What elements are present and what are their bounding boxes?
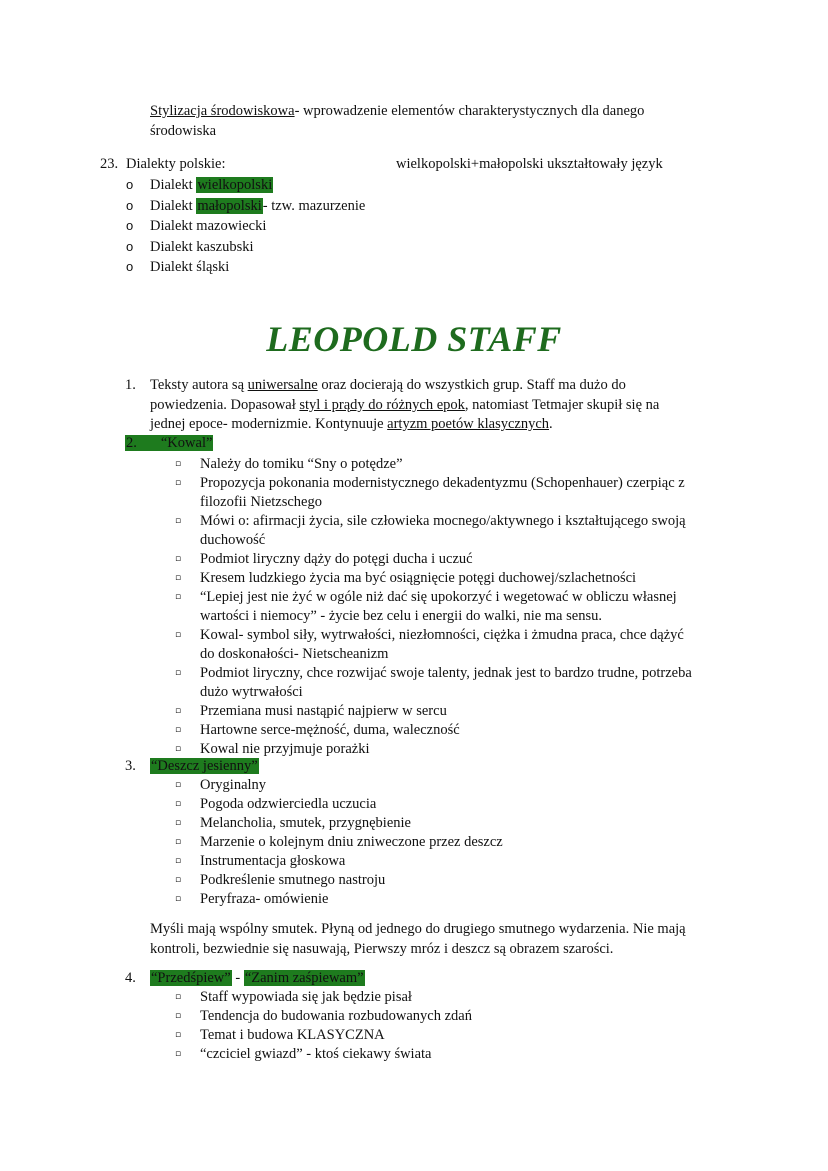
s1-underlined: artyzm poetów klasycznych: [387, 416, 550, 432]
przedspiew-item: Temat i budowa KLASYCZNA: [200, 1027, 385, 1043]
deszcz-item: Marzenie o kolejnym dniu zniweczone przez deszcz: [200, 834, 503, 850]
s1-underlined: uniwersalne: [247, 377, 318, 393]
s1-line-3: [150, 414, 553, 434]
circle-bullet-icon: o: [126, 198, 134, 213]
s1-line-1: [150, 375, 626, 395]
s1-text: jednej epoce- modernizmie. Kontynuuje: [150, 416, 388, 432]
kowal-item-line: Przemiana musi nastąpić najpierw w sercu: [200, 703, 447, 719]
circle-bullet-icon: o: [126, 218, 134, 233]
przedspiew-item: Tendencja do budowania rozbudowanych zdań: [200, 1008, 472, 1024]
square-bullet-icon: ▫: [175, 516, 182, 526]
deszcz-item: Podkreślenie smutnego nastroju: [200, 872, 386, 888]
square-bullet-icon: ▫: [175, 554, 182, 564]
s4-title-2: “Zanim zaśpiewam”: [244, 970, 364, 986]
square-bullet-icon: ▫: [175, 706, 182, 716]
s4-heading: [150, 968, 365, 988]
square-bullet-icon: ▫: [175, 837, 182, 847]
dialect-prefix: Dialekt mazowiecki: [150, 218, 267, 234]
dialect-item: [150, 216, 266, 236]
deszcz-item: Oryginalny: [200, 777, 267, 793]
square-bullet-icon: ▫: [175, 856, 182, 866]
s1-text: , natomiast Tetmajer skupił się na: [464, 397, 660, 413]
dialect-prefix: Dialekt: [150, 198, 197, 214]
s3-heading: [150, 756, 259, 776]
przedspiew-item: Staff wypowiada się jak będzie pisał: [200, 989, 412, 1005]
s2-number: 2.: [125, 435, 141, 451]
s1-text: oraz docierają do wszystkich grup. Staff ma dużo do: [317, 377, 626, 393]
s1-text: Teksty autora są: [150, 377, 248, 393]
deszcz-item: Pogoda odzwierciedla uczucia: [200, 796, 377, 812]
s1-text: powiedzenia. Dopasował: [150, 397, 300, 413]
circle-bullet-icon: o: [126, 177, 134, 192]
s4-separator: -: [231, 970, 244, 986]
dialect-item: [150, 237, 254, 257]
kowal-item-line: filozofii Nietzschego: [200, 494, 322, 510]
intro-line-2: środowiska: [150, 123, 217, 139]
s4-title-1: “Przedśpiew”: [151, 970, 231, 986]
dialect-highlight: małopolski: [197, 198, 262, 214]
dialect-prefix: Dialekt: [150, 177, 197, 193]
kowal-item-line: Kowal- symbol siły, wytrwałości, niezłomności, ciężka i żmudna praca, chce dążyć: [200, 627, 684, 643]
s2-title: “Kowal”: [141, 435, 214, 451]
square-bullet-icon: ▫: [175, 992, 182, 1002]
square-bullet-icon: ▫: [175, 875, 182, 885]
square-bullet-icon: ▫: [175, 780, 182, 790]
kowal-item-line: Należy do tomiku “Sny o potędze”: [200, 456, 403, 472]
square-bullet-icon: ▫: [175, 1011, 182, 1021]
kowal-item-line: Propozycja pokonania modernistycznego dekadentyzmu (Schopenhauer) czerpiąc z: [200, 475, 685, 491]
s1-underlined: styl i prądy do różnych epok: [299, 397, 465, 413]
kowal-item-line: Podmiot liryczny dąży do potęgi ducha i uczuć: [200, 551, 473, 567]
kowal-item-line: Podmiot liryczny, chce rozwijać swoje talenty, jednak jest to bardzo trudne, potrzeba: [200, 665, 692, 681]
intro-rest: - wprowadzenie elementów charakterystycznych dla danego: [294, 103, 645, 119]
dialects-note: wielkopolski+małopolski ukształtowały język: [396, 156, 663, 172]
kowal-item-line: “Lepiej jest nie żyć w ogóle niż dać się upokorzyć i wegetować w obliczu własnej: [200, 589, 677, 605]
square-bullet-icon: ▫: [175, 725, 182, 735]
square-bullet-icon: ▫: [175, 668, 182, 678]
square-bullet-icon: ▫: [175, 630, 182, 640]
square-bullet-icon: ▫: [175, 459, 182, 469]
kowal-item-line: do doskonałości- Nietscheanizm: [200, 646, 389, 662]
square-bullet-icon: ▫: [175, 592, 182, 602]
dialects-number: 23.: [100, 156, 119, 172]
kowal-item-line: dużo wytrwałości: [200, 684, 303, 700]
kowal-item-line: duchowość: [200, 532, 266, 548]
kowal-item-line: wartości i niemocy” - życie bez celu i energii do walki, nie ma sensu.: [200, 608, 602, 624]
s2-heading: [125, 433, 213, 453]
kowal-item-line: Hartowne serce-mężność, duma, waleczność: [200, 722, 460, 738]
deszcz-item: Peryfraza- omówienie: [200, 891, 329, 907]
s1-text: .: [549, 416, 553, 432]
kowal-item-line: Kresem ludzkiego życia ma być osiągnięcie potęgi duchowej/szlachetności: [200, 570, 637, 586]
dialect-highlight: wielkopolski: [197, 177, 273, 193]
deszcz-item: Melancholia, smutek, przygnębienie: [200, 815, 411, 831]
dialect-suffix: - tzw. mazurzenie: [262, 198, 366, 214]
square-bullet-icon: ▫: [175, 1049, 182, 1059]
circle-bullet-icon: o: [126, 239, 134, 254]
square-bullet-icon: ▫: [175, 894, 182, 904]
dialect-item: [150, 257, 229, 277]
kowal-item-line: Kowal nie przyjmuje porażki: [200, 741, 370, 757]
dialect-item: [150, 175, 273, 195]
dialect-prefix: Dialekt śląski: [150, 259, 230, 275]
kowal-item-line: Mówi o: afirmacji życia, sile człowieka mocnego/aktywnego i kształtującego swoją: [200, 513, 686, 529]
page-title: LEOPOLD STAFF: [266, 319, 562, 359]
deszcz-item: Instrumentacja głoskowa: [200, 853, 346, 869]
s1-line-2: [150, 395, 659, 415]
intro-term: Stylizacja środowiskowa: [150, 103, 295, 119]
s3-para-line-2: kontroli, bezwiednie się nasuwają, Pierwszy mróz i deszcz są obrazem szarości.: [150, 941, 614, 957]
dialect-prefix: Dialekt kaszubski: [150, 239, 254, 255]
square-bullet-icon: ▫: [175, 799, 182, 809]
square-bullet-icon: ▫: [175, 744, 182, 754]
s3-title: “Deszcz jesienny”: [151, 758, 258, 774]
s4-number: 4.: [125, 970, 136, 986]
s3-number: 3.: [125, 758, 136, 774]
s1-number: 1.: [125, 377, 136, 393]
square-bullet-icon: ▫: [175, 478, 182, 488]
circle-bullet-icon: o: [126, 259, 134, 274]
square-bullet-icon: ▫: [175, 1030, 182, 1040]
dialect-item: [150, 196, 365, 216]
s3-para-line-1: Myśli mają wspólny smutek. Płyną od jednego do drugiego smutnego wydarzenia. Nie mają: [150, 921, 686, 937]
intro-line-1: [150, 101, 644, 121]
dialects-heading: Dialekty polskie:: [126, 156, 226, 172]
square-bullet-icon: ▫: [175, 573, 182, 583]
przedspiew-item: “czciciel gwiazd” - ktoś ciekawy świata: [200, 1046, 432, 1062]
square-bullet-icon: ▫: [175, 818, 182, 828]
